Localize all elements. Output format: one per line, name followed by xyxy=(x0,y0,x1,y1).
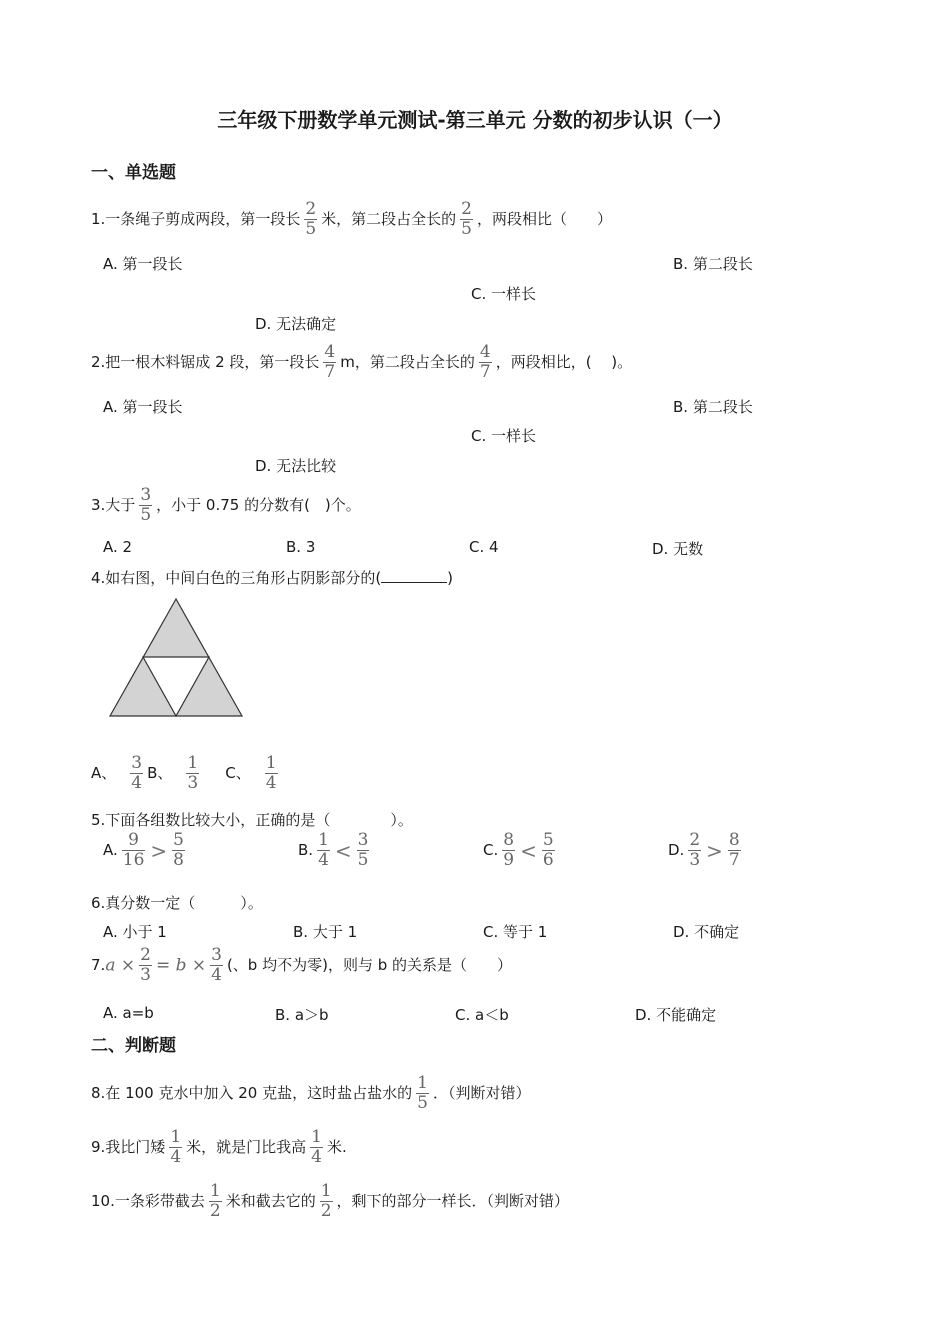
fraction: $\frac{2}{5}$ xyxy=(305,199,317,239)
fraction: $\frac{3}{5}$ xyxy=(140,485,152,525)
option-6d[interactable]: D. 不确定 xyxy=(673,923,740,941)
equation: a × xyxy=(105,955,136,976)
option-2c[interactable]: C. 一样长 xyxy=(471,427,537,445)
option-6b[interactable]: B. 大于 1 xyxy=(293,923,358,941)
question-4-text: ) xyxy=(447,569,454,587)
fraction: $\frac{3}{4}$ xyxy=(211,945,222,985)
question-10-text: 10.一条彩带截去 xyxy=(91,1192,205,1210)
fraction: $\frac{4}{7}$ xyxy=(479,342,491,382)
question-8-text: ．（判断对错） xyxy=(432,1084,531,1102)
question-2-text: m，第二段占全长的 xyxy=(340,353,475,371)
option-5a[interactable]: A. $\frac{9}{16}$ > $\frac{5}{8}$ xyxy=(103,830,184,870)
fraction: $\frac{1}{4}$ xyxy=(170,1127,182,1167)
option-2b[interactable]: B. 第二段长 xyxy=(673,398,753,416)
fraction: $\frac{3}{4}$ xyxy=(131,753,143,793)
section-heading-single-choice: 一、单选题 xyxy=(91,163,176,183)
option-1b[interactable]: B. 第二段长 xyxy=(673,255,753,273)
triangle-figure xyxy=(108,597,244,719)
option-6a[interactable]: A. 小于 1 xyxy=(103,923,167,941)
option-7b[interactable]: B. a＞b xyxy=(275,1006,329,1024)
option-2a[interactable]: A. 第一段长 xyxy=(103,398,183,416)
question-5: 5.下面各组数比较大小，正确的是（ ）。 xyxy=(91,811,413,829)
fraction: $\frac{1}{4}$ xyxy=(265,753,277,793)
section-heading-true-false: 二、判断题 xyxy=(91,1036,176,1056)
question-10 xyxy=(91,1174,569,1228)
question-6: 6.真分数一定（ ）。 xyxy=(91,894,263,912)
fraction: $\frac{2}{3}$ xyxy=(140,945,151,985)
question-4-text: 4.如右图，中间白色的三角形占阴影部分的( xyxy=(91,569,382,587)
option-7c[interactable]: C. a＜b xyxy=(455,1006,509,1024)
question-2 xyxy=(91,335,632,389)
answer-blank[interactable] xyxy=(381,568,447,583)
fraction: $\frac{1}{3}$ xyxy=(187,753,199,793)
option-2d[interactable]: D. 无法比较 xyxy=(255,457,337,475)
question-9 xyxy=(91,1120,347,1174)
question-7 xyxy=(91,940,512,991)
question-8-text: 8.在 100 克水中加入 20 克盐，这时盐占盐水的 xyxy=(91,1084,413,1102)
question-3-text: ，小于 0.75 的分数有( )个。 xyxy=(156,496,361,514)
question-10-text: ，剩下的部分一样长．（判断对错） xyxy=(336,1192,570,1210)
question-1-text: ，两段相比（ ） xyxy=(477,210,613,228)
fraction: $\frac{1}{5}$ xyxy=(417,1073,428,1113)
option-7d[interactable]: D. 不能确定 xyxy=(635,1006,717,1024)
question-3-text: 3.大于 xyxy=(91,496,136,514)
option-3b[interactable]: B. 3 xyxy=(286,538,316,556)
question-2-text: ，两段相比，( )。 xyxy=(495,353,633,371)
option-1c[interactable]: C. 一样长 xyxy=(471,285,537,303)
option-3c[interactable]: C. 4 xyxy=(469,538,499,556)
option-3a[interactable]: A. 2 xyxy=(103,538,133,556)
question-8 xyxy=(91,1066,530,1120)
option-5b[interactable]: B. $\frac{1}{4}$ < $\frac{3}{5}$ xyxy=(298,830,369,870)
question-4 xyxy=(91,567,453,588)
question-9-text: 米，就是门比我高 xyxy=(186,1138,307,1156)
option-5d[interactable]: D. $\frac{2}{3}$ > $\frac{8}{7}$ xyxy=(668,830,740,870)
question-1 xyxy=(91,192,612,246)
option-3d[interactable]: D. 无数 xyxy=(652,540,704,558)
question-10-text: 米和截去它的 xyxy=(225,1192,316,1210)
option-1d[interactable]: D. 无法确定 xyxy=(255,315,337,333)
fraction: $\frac{1}{2}$ xyxy=(209,1181,221,1221)
question-2-text: 2.把一根木料锯成 2 段，第一段长 xyxy=(91,353,320,371)
fraction: $\frac{1}{4}$ xyxy=(311,1127,322,1167)
option-4b[interactable]: B、 xyxy=(147,764,173,782)
option-4c[interactable]: C、 xyxy=(225,764,251,782)
question-7-text: (、b 均不为零)，则与 b 的关系是（ ） xyxy=(226,956,513,974)
question-7-text: 7. xyxy=(91,956,106,974)
fraction: $\frac{1}{2}$ xyxy=(320,1181,332,1221)
question-1-text: 米，第二段占全长的 xyxy=(321,210,457,228)
question-9-text: 9.我比门矮 xyxy=(91,1138,166,1156)
option-5c[interactable]: C. $\frac{8}{9}$ < $\frac{5}{6}$ xyxy=(483,830,554,870)
question-1-text: 1.一条绳子剪成两段，第一段长 xyxy=(91,210,301,228)
question-4-options xyxy=(91,745,282,801)
question-9-text: 米. xyxy=(326,1138,347,1156)
option-4a[interactable]: A、 xyxy=(91,764,117,782)
question-3 xyxy=(91,478,361,532)
page-title: 三年级下册数学单元测试-第三单元 分数的初步认识（一） xyxy=(217,108,733,132)
option-7a[interactable]: A. a=b xyxy=(103,1004,154,1022)
fraction: $\frac{2}{5}$ xyxy=(461,199,472,239)
option-6c[interactable]: C. 等于 1 xyxy=(483,923,548,941)
equation: = b × xyxy=(155,955,207,976)
option-1a[interactable]: A. 第一段长 xyxy=(103,255,183,273)
fraction: $\frac{4}{7}$ xyxy=(324,342,336,382)
